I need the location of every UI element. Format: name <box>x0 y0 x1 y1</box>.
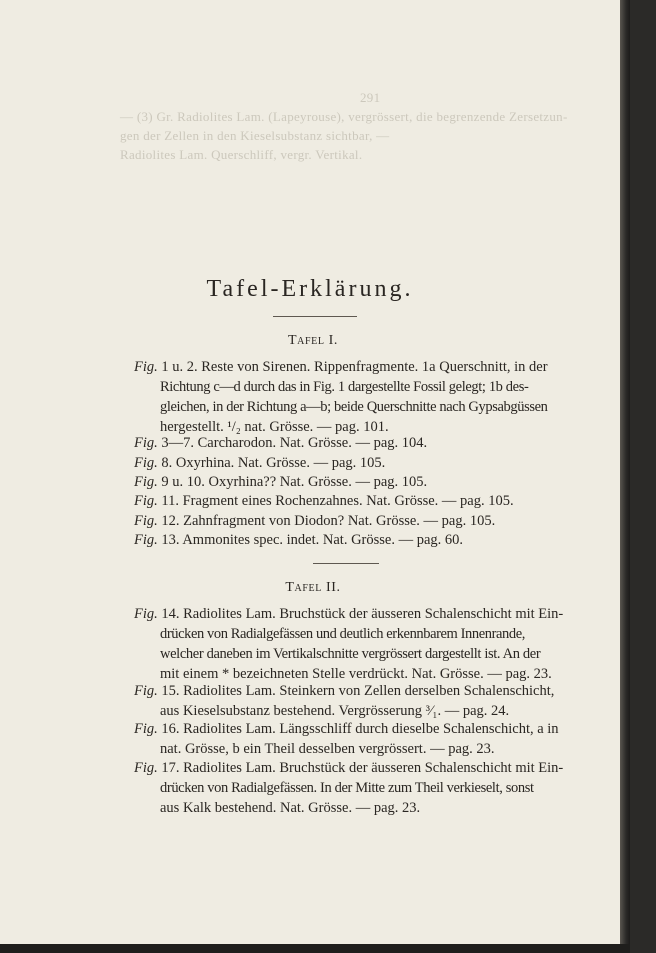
entry-text: 15. Radiolites Lam. Steinkern von Zellen derselben Schalenschicht, <box>161 683 555 699</box>
section-heading-tafel-1: Tafel I. <box>287 333 338 348</box>
section-divider <box>313 563 379 564</box>
ghost-line: 291 <box>360 90 381 105</box>
entry-line: drücken von Radialgefässen. In der Mitte zum Theil verkieselt, sonst <box>160 780 534 796</box>
entry-text: 13. Ammonites spec. indet. Nat. Grösse. — pag. 60. <box>161 532 464 548</box>
entry-text: 14. Radiolites Lam. Bruchstück der äusseren Schalenschicht mit Ein- <box>161 606 564 622</box>
entry-line: aus Kieselsubstanz bestehend. Vergrösserung ³⁄₁. — pag. 24. <box>160 703 510 719</box>
fig-entry <box>134 491 576 511</box>
entry-text: 11. Fragment eines Rochenzahnes. Nat. Grösse. — pag. 105. <box>161 493 514 509</box>
ghost-line: Radiolites Lam. Querschliff, vergr. Vertikal. <box>120 147 363 162</box>
entry-line: aus Kalk bestehend. Nat. Grösse. — pag. 23. <box>160 800 421 816</box>
entry-line: mit einem * bezeichneten Stelle verdrückt. Nat. Grösse. — pag. 23. <box>160 666 552 682</box>
entry-line: nat. Grösse, b ein Theil desselben vergrössert. — pag. 23. <box>160 741 495 757</box>
fig-entry <box>134 472 576 492</box>
fig-entry <box>134 511 576 531</box>
entry-line <box>134 433 576 453</box>
entry-text: 12. Zahnfragment von Diodon? Nat. Grösse. — pag. 105. <box>161 513 496 529</box>
fig-label: Fig. <box>134 435 158 451</box>
entry-line <box>134 357 576 377</box>
entry-line <box>134 511 576 531</box>
entry-text: 16. Radiolites Lam. Längsschliff durch dieselbe Schalenschicht, a in <box>161 721 559 737</box>
fig-label: Fig. <box>134 474 158 490</box>
entry-line: drücken von Radialgefässen und deutlich erkennbarem Innenrande, <box>160 626 525 642</box>
entry-line <box>134 719 576 739</box>
bleed-through-text <box>120 88 568 164</box>
entry-text: 3—7. Carcharodon. Nat. Grösse. — pag. 104. <box>161 435 428 451</box>
entry-text: 1 u. 2. Reste von Sirenen. Rippenfragmente. 1a Querschnitt, in der <box>161 359 548 375</box>
ghost-line: — (3) Gr. Radiolites Lam. (Lapeyrouse), vergrössert, die begrenzende Zersetzun- <box>120 109 568 124</box>
fig-label: Fig. <box>134 760 158 776</box>
entry-line: hergestellt. ¹/₂ nat. Grösse. — pag. 101. <box>160 419 389 435</box>
fig-entry <box>134 719 576 759</box>
title-divider <box>273 316 357 317</box>
fig-label: Fig. <box>134 683 158 699</box>
fig-entry <box>134 758 576 818</box>
fig-label: Fig. <box>134 606 158 622</box>
entry-line <box>134 472 576 492</box>
page-edge-bottom <box>0 944 630 953</box>
fig-entry <box>134 681 576 721</box>
fig-entry <box>134 357 576 437</box>
fig-label: Fig. <box>134 721 158 737</box>
entry-line <box>134 604 576 624</box>
fig-entry <box>134 604 576 684</box>
entry-line: welcher daneben im Vertikalschnitte vergrössert dargestellt ist. An der <box>160 646 541 662</box>
entry-line: Richtung c—d durch das in Fig. 1 dargestellte Fossil gelegt; 1b des- <box>160 379 529 395</box>
fig-label: Fig. <box>134 513 158 529</box>
fig-label: Fig. <box>134 493 158 509</box>
entry-line <box>134 681 576 701</box>
section-heading-tafel-2: Tafel II. <box>285 580 341 595</box>
entry-line: gleichen, in der Richtung a—b; beide Querschnitte nach Gypsabgüssen <box>160 399 548 415</box>
fig-entry <box>134 433 576 453</box>
entry-text: 8. Oxyrhina. Nat. Grösse. — pag. 105. <box>161 455 386 471</box>
page-edge-right <box>620 0 630 953</box>
ghost-line: gen der Zellen in den Kieselsubstanz sichtbar, — <box>120 128 390 143</box>
fig-label: Fig. <box>134 532 158 548</box>
entry-line <box>134 491 576 511</box>
fig-label: Fig. <box>134 455 158 471</box>
fig-entry <box>134 453 576 473</box>
entry-line <box>134 530 576 550</box>
entry-line <box>134 453 576 473</box>
fig-label: Fig. <box>134 359 158 375</box>
entry-line <box>134 758 576 778</box>
entry-text: 17. Radiolites Lam. Bruchstück der äusseren Schalenschicht mit Ein- <box>161 760 564 776</box>
page-title: Tafel-Erklärung. <box>206 276 414 302</box>
fig-entry <box>134 530 576 550</box>
entry-text: 9 u. 10. Oxyrhina?? Nat. Grösse. — pag. 105. <box>161 474 428 490</box>
